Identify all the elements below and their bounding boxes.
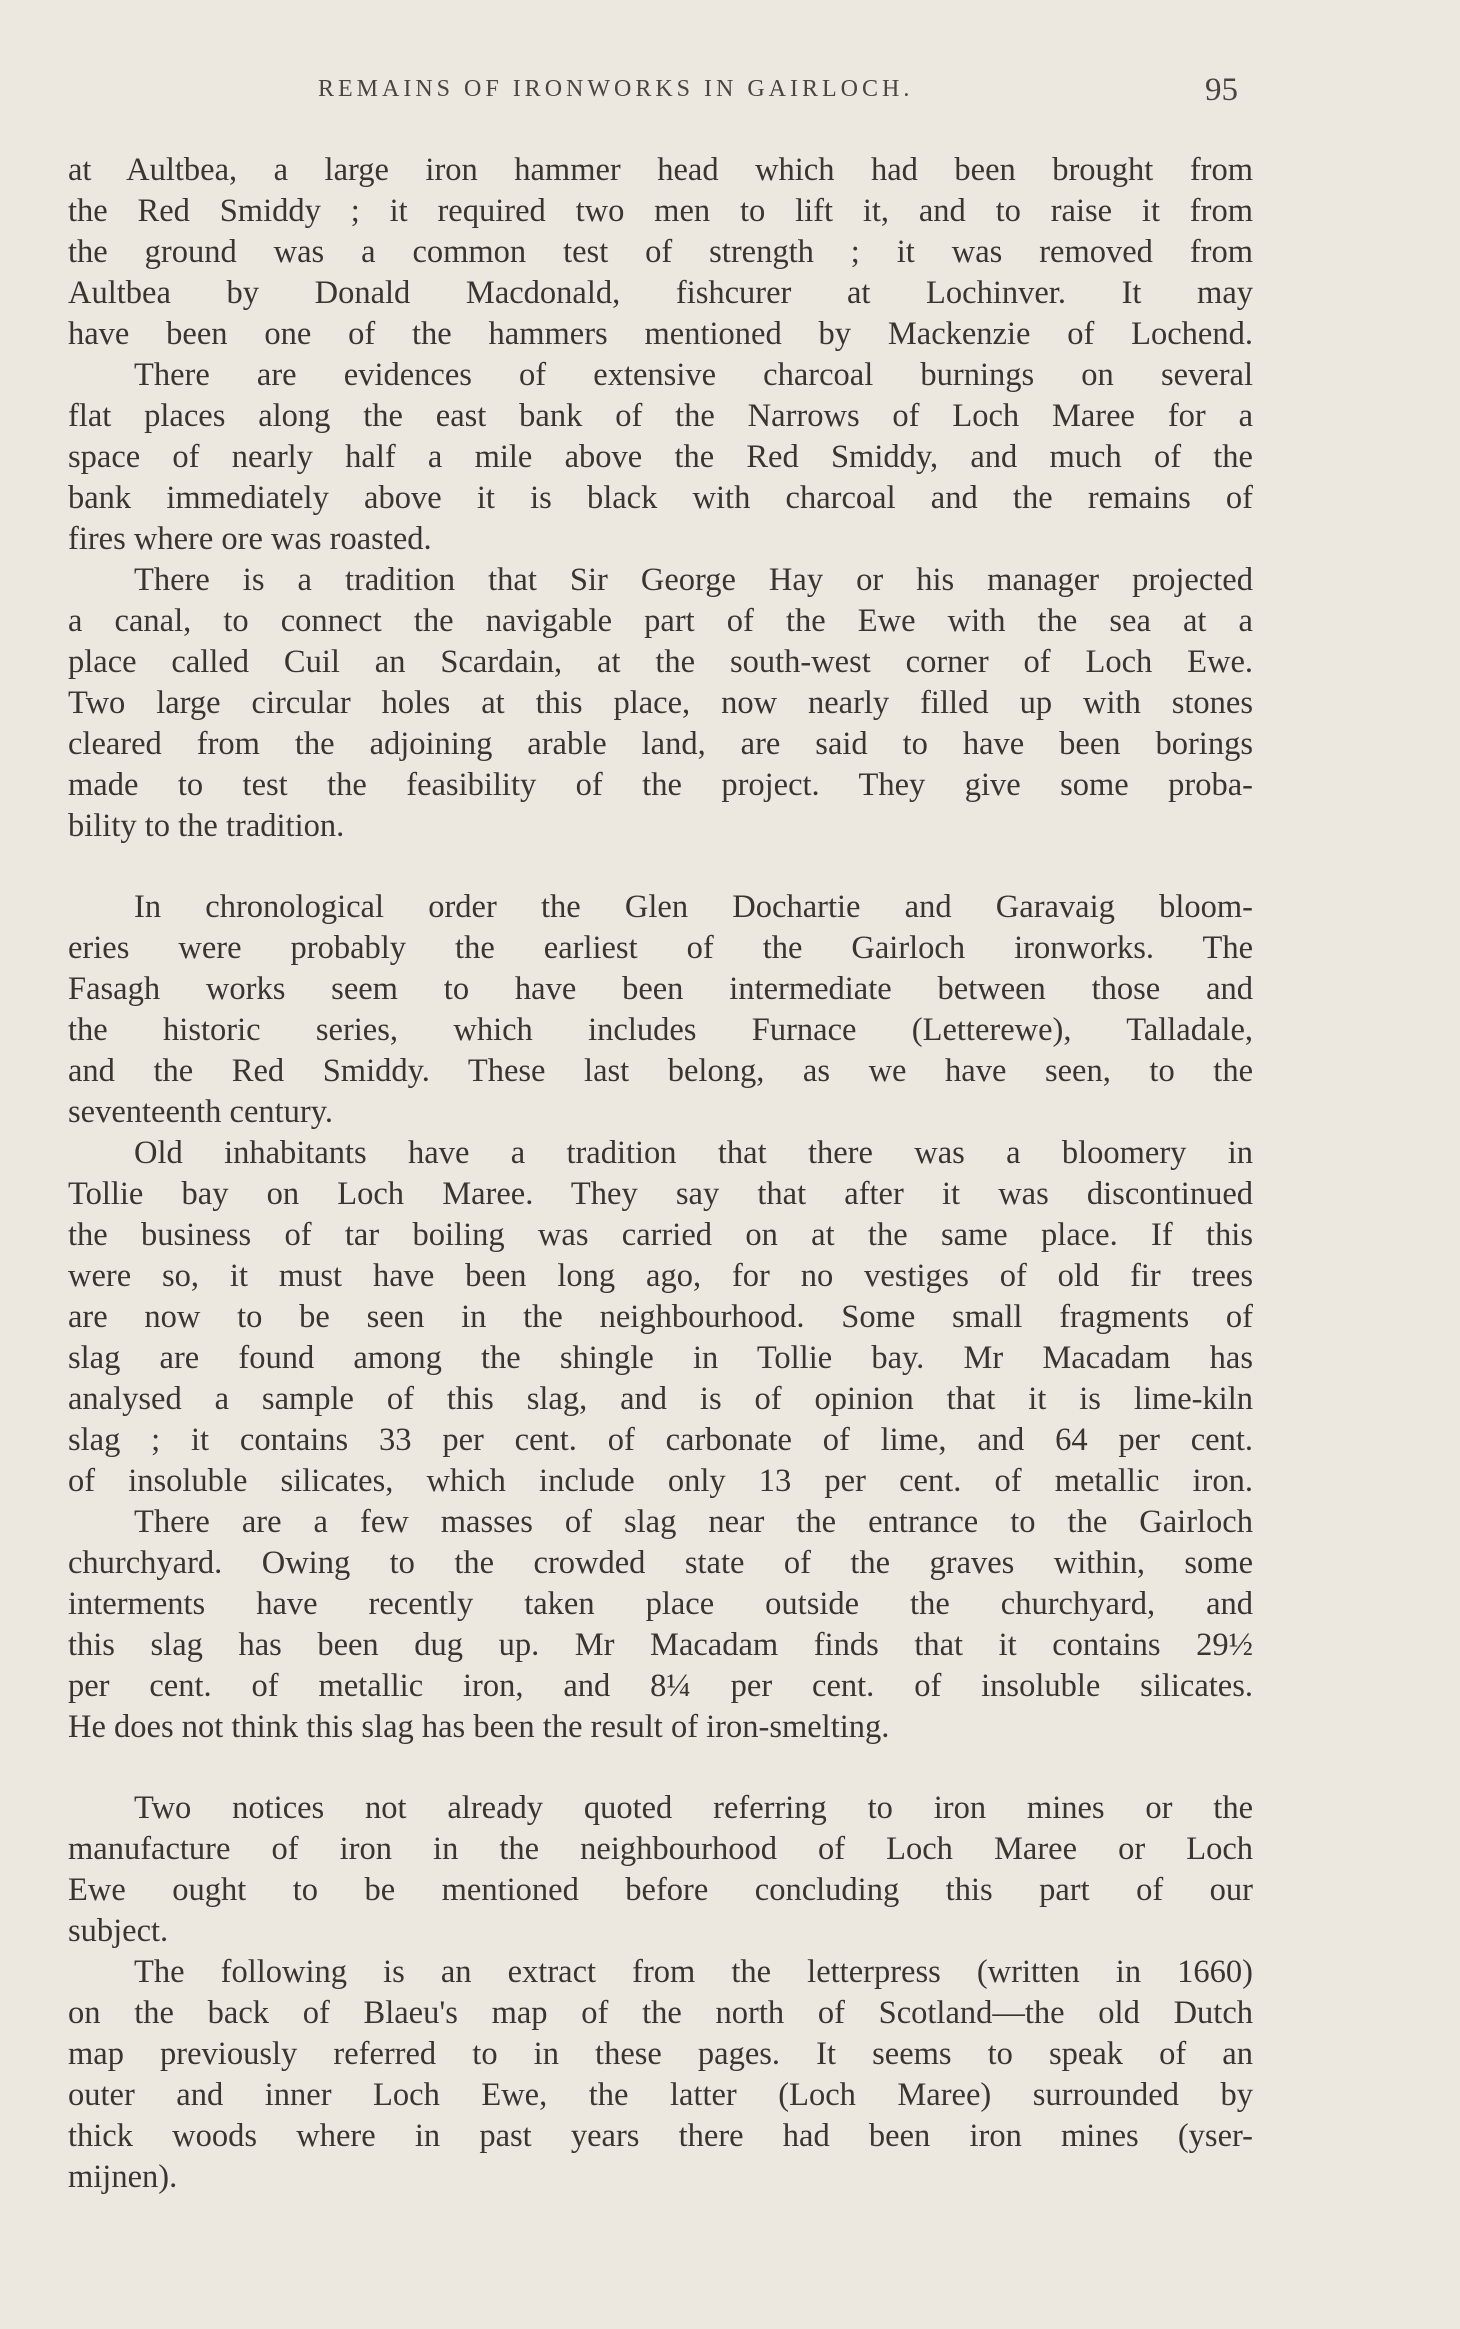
- text-line: Two large circular holes at this place, now nearly filled up with stones: [68, 685, 1253, 721]
- text-line: flat places along the east bank of the Narrows of Loch Maree for a: [68, 398, 1253, 434]
- text-line: There are a few masses of slag near the entrance to the Gairloch: [134, 1504, 1253, 1540]
- text-line: Old inhabitants have a tradition that there was a bloomery in: [134, 1135, 1253, 1171]
- text-line: fires where ore was roasted.: [68, 521, 432, 557]
- text-line: churchyard. Owing to the crowded state of the graves within, some: [68, 1545, 1253, 1581]
- text-line: subject.: [68, 1913, 169, 1949]
- text-line: Two notices not already quoted referring to iron mines or the: [134, 1790, 1253, 1826]
- paragraph: [68, 1133, 1253, 1502]
- text-line: this slag has been dug up. Mr Macadam finds that it contains 29½: [68, 1627, 1253, 1663]
- text-line: made to test the feasibility of the project. They give some proba-: [68, 767, 1253, 803]
- text-line: outer and inner Loch Ewe, the latter (Loch Maree) surrounded by: [68, 2077, 1253, 2113]
- text-line: were so, it must have been long ago, for no vestiges of old fir trees: [68, 1258, 1253, 1294]
- text-line: interments have recently taken place outside the churchyard, and: [68, 1586, 1253, 1622]
- text-line: There is a tradition that Sir George Hay or his manager projected: [134, 562, 1253, 598]
- text-line: space of nearly half a mile above the Red Smiddy, and much of the: [68, 439, 1253, 475]
- text-line: map previously referred to in these pages. It seems to speak of an: [68, 2036, 1253, 2072]
- text-line: Fasagh works seem to have been intermediate between those and: [68, 971, 1253, 1007]
- body-text: [68, 150, 1253, 2198]
- paragraph: [68, 1502, 1253, 1748]
- paragraph: [68, 560, 1253, 847]
- text-line: place called Cuil an Scardain, at the south-west corner of Loch Ewe.: [68, 644, 1253, 680]
- paragraph: [68, 1952, 1253, 2198]
- text-line: bank immediately above it is black with charcoal and the remains of: [68, 480, 1253, 516]
- text-line: He does not think this slag has been the result of iron-smelting.: [68, 1709, 890, 1745]
- text-line: of insoluble silicates, which include only 13 per cent. of metallic iron.: [68, 1463, 1253, 1499]
- text-line: mijnen).: [68, 2159, 178, 2195]
- running-head: REMAINS OF IRONWORKS IN GAIRLOCH.: [318, 76, 914, 102]
- text-line: Aultbea by Donald Macdonald, fishcurer at Lochinver. It may: [68, 275, 1253, 311]
- text-line: cleared from the adjoining arable land, are said to have been borings: [68, 726, 1253, 762]
- text-line: slag ; it contains 33 per cent. of carbonate of lime, and 64 per cent.: [68, 1422, 1253, 1458]
- text-line: the ground was a common test of strength ; it was removed from: [68, 234, 1253, 270]
- text-line: the historic series, which includes Furnace (Letterewe), Talladale,: [68, 1012, 1253, 1048]
- text-line: at Aultbea, a large iron hammer head which had been brought from: [68, 152, 1253, 188]
- text-line: per cent. of metallic iron, and 8¼ per cent. of insoluble silicates.: [68, 1668, 1253, 1704]
- text-line: In chronological order the Glen Dochartie and Garavaig bloom-: [134, 889, 1253, 925]
- text-line: manufacture of iron in the neighbourhood of Loch Maree or Loch: [68, 1831, 1253, 1867]
- paragraph: [68, 887, 1253, 1133]
- text-line: slag are found among the shingle in Tollie bay. Mr Macadam has: [68, 1340, 1253, 1376]
- text-line: a canal, to connect the navigable part of the Ewe with the sea at a: [68, 603, 1253, 639]
- text-line: bility to the tradition.: [68, 808, 345, 844]
- paragraph: [68, 355, 1253, 560]
- text-line: are now to be seen in the neighbourhood. Some small fragments of: [68, 1299, 1253, 1335]
- text-line: and the Red Smiddy. These last belong, as we have seen, to the: [68, 1053, 1253, 1089]
- text-line: eries were probably the earliest of the Gairloch ironworks. The: [68, 930, 1253, 966]
- page-header: [0, 72, 1460, 122]
- text-line: the business of tar boiling was carried on at the same place. If this: [68, 1217, 1253, 1253]
- text-line: thick woods where in past years there had been iron mines (yser-: [68, 2118, 1253, 2154]
- text-line: seventeenth century.: [68, 1094, 333, 1130]
- text-line: Tollie bay on Loch Maree. They say that after it was discontinued: [68, 1176, 1253, 1212]
- text-line: There are evidences of extensive charcoal burnings on several: [134, 357, 1253, 393]
- text-line: the Red Smiddy ; it required two men to lift it, and to raise it from: [68, 193, 1253, 229]
- paragraph-gap: [68, 847, 1253, 887]
- text-line: have been one of the hammers mentioned by Mackenzie of Lochend.: [68, 316, 1253, 352]
- paragraph-gap: [68, 1748, 1253, 1788]
- text-line: on the back of Blaeu's map of the north of Scotland—the old Dutch: [68, 1995, 1253, 2031]
- paragraph: [68, 1788, 1253, 1952]
- text-line: analysed a sample of this slag, and is of opinion that it is lime-kiln: [68, 1381, 1253, 1417]
- paragraph: [68, 150, 1253, 355]
- text-line: Ewe ought to be mentioned before concluding this part of our: [68, 1872, 1253, 1908]
- page-number: 95: [1205, 72, 1238, 108]
- text-line: The following is an extract from the letterpress (written in 1660): [134, 1954, 1253, 1990]
